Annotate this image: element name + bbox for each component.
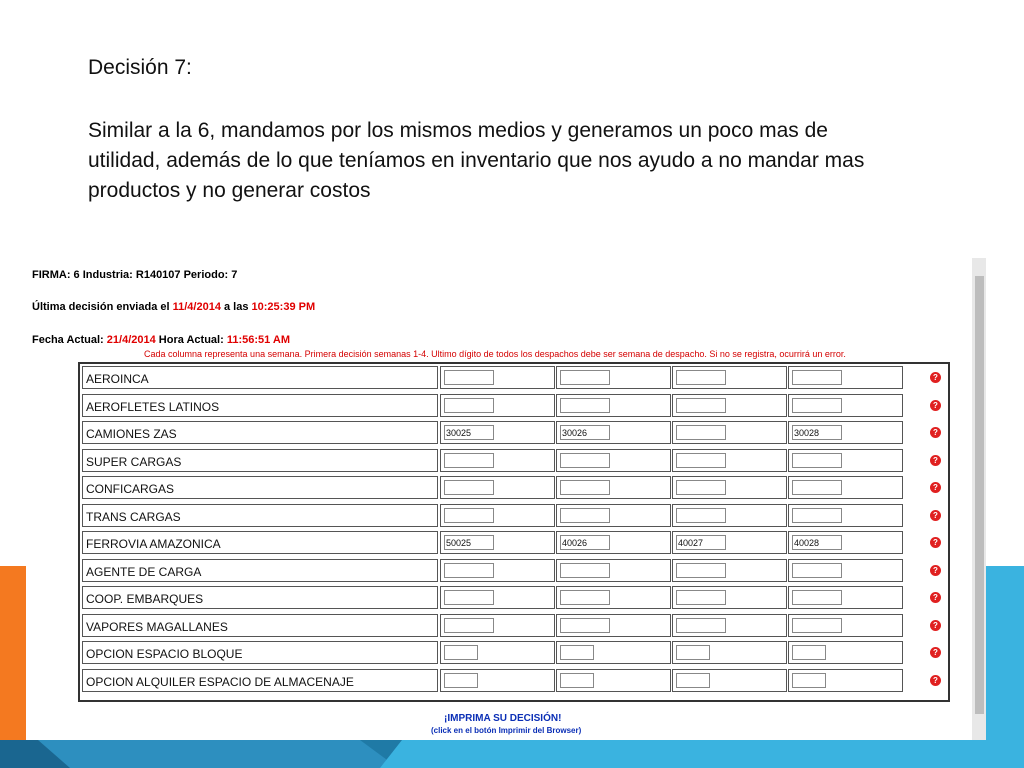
shipment-input[interactable] [792,398,842,413]
week-1-cell [440,449,555,472]
shipment-input[interactable] [444,370,494,385]
shipment-input[interactable]: 40027 [676,535,726,550]
help-icon[interactable]: ? [930,647,941,658]
print-hint: (click en el botón Imprimir del Browser) [431,726,582,735]
carrier-name: FERROVIA AMAZONICA [82,531,438,554]
shipment-input[interactable] [676,480,726,495]
slide-title: Decisión 7: [88,56,192,79]
orange-accent-band [0,566,26,740]
print-title: ¡IMPRIMA SU DECISIÓN! [444,713,562,724]
table-row [80,419,948,446]
shipment-input[interactable]: 50025 [444,535,494,550]
shipment-input[interactable] [676,508,726,523]
shipment-input[interactable] [444,453,494,468]
week-1-cell [440,394,555,417]
week-4-cell [788,614,903,637]
firm-info-line: FIRMA: 6 Industria: R140107 Periodo: 7 [32,269,238,281]
table-row [80,364,948,391]
week-2-cell [556,559,671,582]
shipment-input[interactable] [444,398,494,413]
shipment-input[interactable] [792,590,842,605]
table-row [80,447,948,474]
week-1-cell [440,421,555,444]
week-1-cell [440,586,555,609]
week-2-cell [556,641,671,664]
week-4-cell [788,476,903,499]
current-date-label: Fecha Actual: [32,334,107,346]
shipment-input[interactable] [792,673,826,688]
shipment-input[interactable] [676,370,726,385]
shipment-input[interactable] [792,453,842,468]
current-date-line [32,334,290,346]
week-1-cell [440,669,555,692]
week-3-cell [672,641,787,664]
shipment-input[interactable] [792,508,842,523]
week-1-cell [440,476,555,499]
week-4-cell [788,394,903,417]
carrier-name: OPCION ALQUILER ESPACIO DE ALMACENAJE [82,669,438,692]
help-icon[interactable]: ? [930,565,941,576]
week-4-cell [788,421,903,444]
week-1-cell [440,531,555,554]
current-date: 21/4/2014 [106,334,156,346]
shipment-input[interactable] [444,645,478,660]
shipment-input[interactable] [560,673,594,688]
last-decision-date: 11/4/2014 [172,301,221,313]
shipment-input[interactable] [560,480,610,495]
shipment-input[interactable] [560,563,610,578]
table-row [80,612,948,639]
week-3-cell [672,586,787,609]
week-3-cell [672,449,787,472]
week-2-cell [556,476,671,499]
shipment-input[interactable] [676,453,726,468]
shipment-input[interactable] [560,398,610,413]
week-2-cell [556,669,671,692]
week-1-cell [440,614,555,637]
help-icon[interactable]: ? [930,455,941,466]
shipment-input[interactable] [444,590,494,605]
shipment-input[interactable] [792,563,842,578]
table-row [80,557,948,584]
shipment-input[interactable] [560,590,610,605]
week-3-cell [672,614,787,637]
shipment-input[interactable] [560,453,610,468]
week-1-cell [440,366,555,389]
week-4-cell [788,559,903,582]
table-row [80,392,948,419]
last-decision-label: Última decisión enviada el [32,301,173,313]
blue-accent-band [986,566,1024,740]
help-icon[interactable]: ? [930,592,941,603]
week-4-cell [788,449,903,472]
shipment-input[interactable] [560,645,594,660]
shipment-input[interactable]: 30025 [444,425,494,440]
footer-band-light [380,740,1024,768]
table-row [80,529,948,556]
help-icon[interactable]: ? [930,372,941,383]
shipment-input[interactable] [444,618,494,633]
week-1-cell [440,641,555,664]
week-2-cell [556,366,671,389]
shipment-input[interactable] [444,673,478,688]
shipment-input[interactable] [676,645,710,660]
shipment-input[interactable] [444,508,494,523]
carrier-name: OPCION ESPACIO BLOQUE [82,641,438,664]
week-4-cell [788,531,903,554]
week-4-cell [788,586,903,609]
last-decision-mid: a las [220,301,252,313]
carrier-name: AEROINCA [82,366,438,389]
week-3-cell [672,669,787,692]
shipment-input[interactable] [560,618,610,633]
help-icon[interactable]: ? [930,427,941,438]
help-icon[interactable]: ? [930,510,941,521]
week-1-cell [440,559,555,582]
carrier-name: SUPER CARGAS [82,449,438,472]
carrier-name: AEROFLETES LATINOS [82,394,438,417]
carrier-name: AGENTE DE CARGA [82,559,438,582]
week-2-cell [556,614,671,637]
week-2-cell [556,449,671,472]
table-row [80,639,948,666]
week-4-cell [788,504,903,527]
instruction-note: Cada columna representa una semana. Primera decisión semanas 1-4. Ultimo dígito de todos los despachos debe ser semana de despacho. Si no se registra, ocurrirá un error. [144,349,846,359]
help-icon[interactable]: ? [930,537,941,548]
week-1-cell [440,504,555,527]
week-2-cell [556,531,671,554]
week-3-cell [672,394,787,417]
week-3-cell [672,504,787,527]
carrier-name: COOP. EMBARQUES [82,586,438,609]
shipment-input[interactable]: 40026 [560,535,610,550]
shipment-input[interactable] [676,590,726,605]
current-time-label: Hora Actual: [155,334,227,346]
help-icon[interactable]: ? [930,620,941,631]
week-3-cell [672,476,787,499]
shipment-input[interactable] [792,480,842,495]
decision-table [78,362,950,702]
shipment-input[interactable] [560,370,610,385]
carrier-name: CONFICARGAS [82,476,438,499]
week-2-cell [556,421,671,444]
shipment-input[interactable] [792,618,842,633]
shipment-input[interactable] [444,480,494,495]
shipment-input[interactable] [444,563,494,578]
week-3-cell [672,531,787,554]
shipment-input[interactable] [560,508,610,523]
shipment-input[interactable] [792,370,842,385]
shipment-input[interactable] [676,673,710,688]
shipment-input[interactable]: 40028 [792,535,842,550]
current-time: 11:56:51 AM [226,334,291,346]
week-4-cell [788,669,903,692]
shipment-input[interactable] [792,645,826,660]
carrier-name: VAPORES MAGALLANES [82,614,438,637]
week-3-cell [672,421,787,444]
week-3-cell [672,366,787,389]
embedded-screenshot [26,258,986,740]
shipment-input[interactable] [676,398,726,413]
slide-body: Similar a la 6, mandamos por los mismos medios y generamos un poco mas de utilidad, además de lo que teníamos en inventario que nos ayudo a no mandar mas productos y no generar costos [88,119,865,202]
last-decision-time: 10:25:39 PM [251,301,316,313]
week-4-cell [788,641,903,664]
week-3-cell [672,559,787,582]
shipment-input[interactable]: 30026 [560,425,610,440]
last-decision-line [32,301,315,313]
shipment-input[interactable]: 30028 [792,425,842,440]
table-row [80,474,948,501]
help-icon[interactable]: ? [930,675,941,686]
shipment-input[interactable] [676,563,726,578]
carrier-name: CAMIONES ZAS [82,421,438,444]
table-row [80,667,948,694]
shipment-input[interactable] [676,618,726,633]
week-4-cell [788,366,903,389]
help-icon[interactable]: ? [930,400,941,411]
shipment-input[interactable] [676,425,726,440]
week-2-cell [556,586,671,609]
table-row [80,502,948,529]
table-row [80,584,948,611]
help-icon[interactable]: ? [930,482,941,493]
week-2-cell [556,504,671,527]
carrier-name: TRANS CARGAS [82,504,438,527]
scrollbar-thumb[interactable] [975,276,984,714]
week-2-cell [556,394,671,417]
